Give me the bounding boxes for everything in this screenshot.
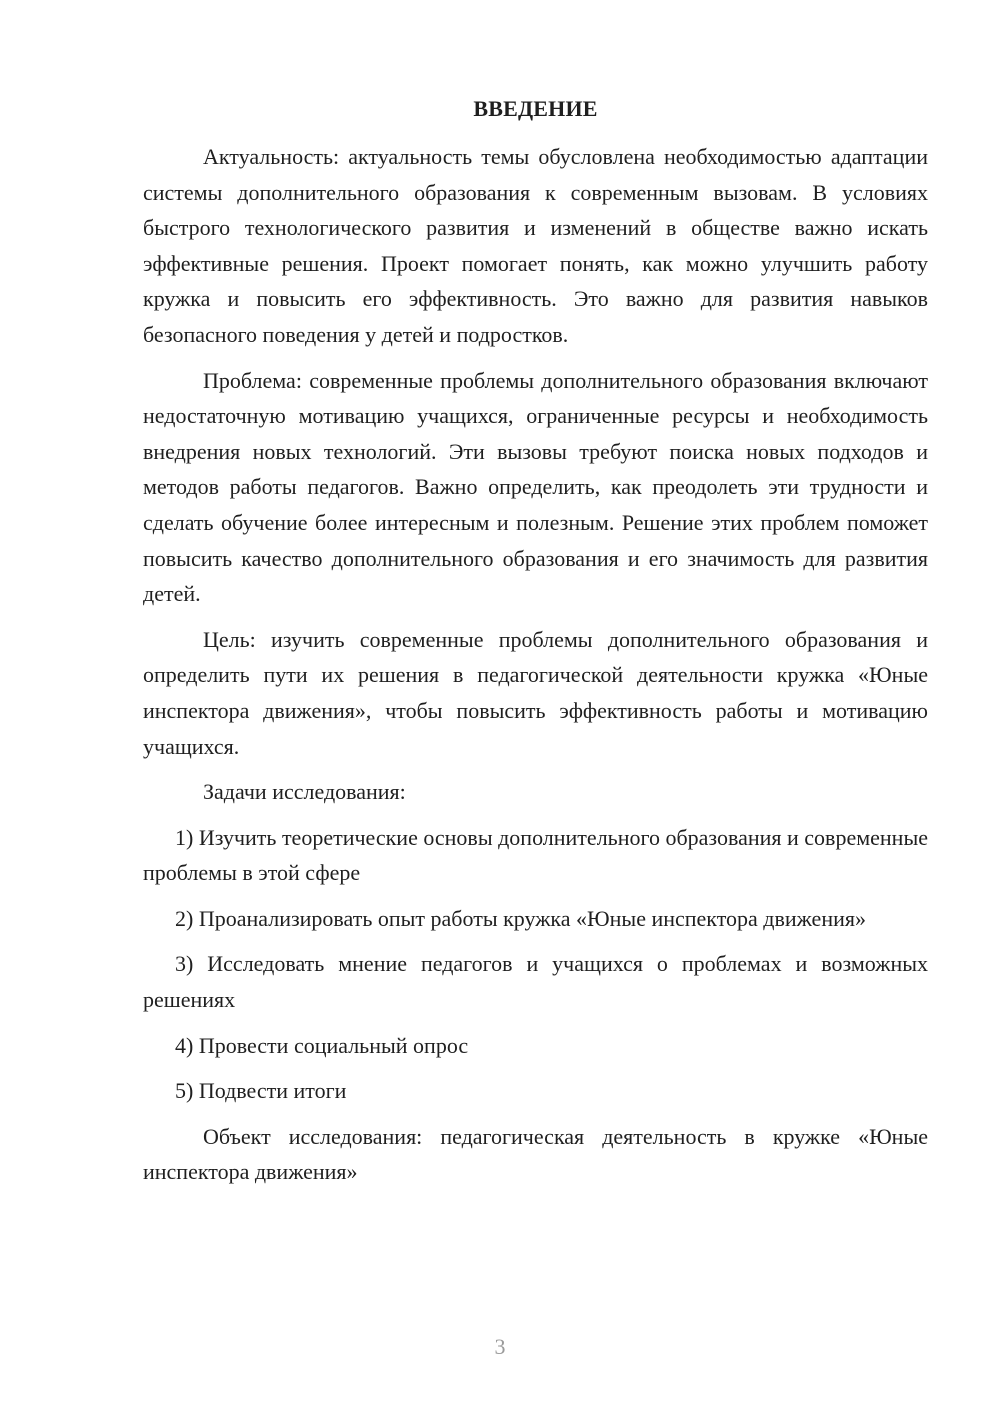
- page-number: 3: [494, 1334, 506, 1359]
- research-object-paragraph: Объект исследования: педагогическая деятельность в кружке «Юные инспектора движения»: [143, 1123, 928, 1185]
- tasks-heading: Задачи исследования:: [203, 779, 406, 805]
- goal-paragraph: Цель: изучить современные проблемы дополнительного образования и определить пути их решения в педагогической деятельности кружка «Юные инспектора движения», чтобы повысить эффективность работы и мотивацию учащихся.: [143, 626, 928, 759]
- document-content: [143, 95, 928, 1190]
- task-item: 2) Проанализировать опыт работы кружка «Юные инспектора движения»: [175, 905, 866, 931]
- problem-paragraph: Проблема: современные проблемы дополнительного образования включают недостаточную мотивацию учащихся, ограниченные ресурсы и необходимость внедрения новых технологий. Эти вызовы требуют поиска новых подходов и методов работы педагогов. Важно определить, как преодолеть эти трудности и сделать обучение более интересным и полезным. Решение этих проблем поможет повысить качество дополнительного образования и его значимость для развития детей.: [143, 367, 928, 607]
- task-item: 5) Подвести итоги: [175, 1078, 347, 1104]
- task-item: 4) Провести социальный опрос: [175, 1032, 469, 1058]
- task-item: 3) Исследовать мнение педагогов и учащихся о проблемах и возможных решениях: [143, 951, 928, 1013]
- section-heading: ВВЕДЕНИЕ: [473, 96, 598, 121]
- relevance-paragraph: Актуальность: актуальность темы обусловлена необходимостью адаптации системы дополнительного образования к современным вызовам. В условиях быстрого технологического развития и изменений в обществе важно искать эффективные решения. Проект помогает понять, как можно улучшить работу кружка и повысить его эффективность. Это важно для развития навыков безопасного поведения у детей и подростков.: [143, 144, 928, 347]
- task-item: 1) Изучить теоретические основы дополнительного образования и современные проблемы в этой сфере: [143, 824, 928, 886]
